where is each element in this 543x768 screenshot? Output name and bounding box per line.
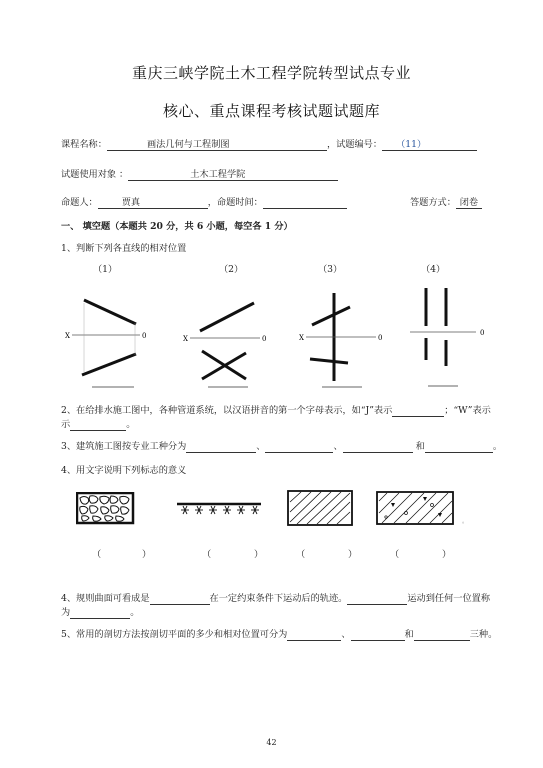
page-number: 42	[266, 738, 277, 747]
question-4a: 4、用文字说明下列标志的意义	[61, 465, 187, 476]
mode-value: 闭卷	[456, 194, 482, 209]
projection-figure-1	[62, 283, 162, 393]
axis-x-label: X	[65, 332, 70, 340]
q4b-text-1: 4、规则曲面可看成是	[61, 593, 150, 604]
q2-text-1: 2、在给排水施工图中，各种管道系统，以汉语拼音的第一个字母表示，如“J”表示	[61, 405, 393, 416]
axis-o-label: 0	[262, 335, 267, 343]
q2-text-3: 示	[61, 419, 71, 430]
q3-blank-1[interactable]	[186, 441, 256, 453]
exam-no-value: （11）	[382, 136, 477, 151]
author-line	[61, 194, 347, 209]
q4b-blank-3[interactable]	[70, 607, 130, 619]
figure-label-1: （1）	[93, 264, 118, 275]
author-label: 命题人：	[61, 197, 98, 208]
mode-line	[410, 194, 482, 209]
q5-end: 三种。	[469, 629, 498, 640]
stone-masonry-symbol	[76, 492, 136, 526]
exam-no-label: ，试题编号：	[326, 139, 383, 150]
q4b-text-3: 运动到任何一位置称	[407, 593, 491, 604]
q3-blank-4[interactable]	[425, 441, 493, 453]
q4b-text-2: 在一定约束条件下运动后的轨迹。	[209, 593, 348, 604]
figure-label-2: （2）	[219, 264, 244, 275]
target-label: 试题使用对象 ：	[61, 169, 129, 180]
q3-and: 和	[415, 441, 425, 452]
svg-text:。: 。	[462, 518, 469, 525]
paren-close-4: ）	[442, 549, 452, 560]
figure-label-3: （3）	[318, 264, 343, 275]
brick-symbol	[287, 490, 355, 528]
question-2-cont	[61, 416, 135, 431]
q3-text-1: 3、建筑施工图按专业工种分为	[61, 441, 187, 452]
author-value: 贾真	[98, 194, 208, 209]
q3-sep-2: 、	[333, 441, 343, 452]
q4b-blank-2[interactable]	[347, 593, 407, 605]
course-value: 画法几何与工程制图	[107, 136, 327, 151]
mode-label: 答题方式：	[410, 197, 456, 208]
projection-figure-3	[296, 283, 396, 393]
question-5	[61, 626, 497, 641]
q4b-end: 。	[130, 607, 140, 618]
q2-blank-1[interactable]	[392, 405, 444, 417]
q5-blank-3[interactable]	[414, 629, 470, 641]
paren-open-3: （	[296, 549, 306, 560]
axis-x-label: X	[299, 334, 304, 342]
q2-text-2: ；“W”表示	[444, 405, 491, 416]
q3-blank-3[interactable]	[343, 441, 413, 453]
paren-close-1: ）	[142, 549, 152, 560]
projection-figure-4	[400, 280, 510, 392]
concrete-symbol	[376, 491, 472, 527]
question-4b-cont	[61, 604, 139, 619]
projection-figure-2	[180, 283, 280, 393]
natural-soil-symbol	[175, 500, 265, 520]
course-line	[61, 136, 477, 151]
question-2	[61, 402, 491, 417]
q5-blank-2[interactable]	[351, 629, 405, 641]
target-line	[61, 166, 338, 181]
q5-blank-1[interactable]	[287, 629, 341, 641]
target-value: 土木工程学院	[128, 166, 338, 181]
q4b-blank-1[interactable]	[150, 593, 210, 605]
axis-x-label: X	[183, 335, 188, 343]
figure-label-4: （4）	[421, 264, 446, 275]
q5-sep: 、	[341, 629, 351, 640]
question-1: 1、判断下列各直线的相对位置	[61, 243, 187, 254]
paren-close-2: ）	[254, 549, 264, 560]
question-3	[61, 438, 502, 453]
page-title: 重庆三峡学院土木工程学院转型试点专业	[131, 64, 411, 82]
q2-blank-2[interactable]	[70, 419, 126, 431]
q4b-text-4: 为	[61, 607, 71, 618]
axis-o-label: 0	[378, 334, 383, 342]
paren-close-3: ）	[348, 549, 358, 560]
section-heading: 一、 填空题（本题共 20 分，共 6 小题，每空各 1 分）	[61, 221, 293, 232]
q3-blank-2[interactable]	[265, 441, 333, 453]
q3-sep-1: 、	[256, 441, 266, 452]
q2-end: 。	[126, 419, 136, 430]
page-subtitle: 核心、重点课程考核试题试题库	[162, 102, 380, 120]
time-label: ，命题时间：	[207, 197, 263, 208]
axis-o-label: 0	[480, 329, 485, 337]
time-value	[263, 197, 347, 209]
q5-text-1: 5、常用的剖切方法按剖切平面的多少和相对位置可分为	[61, 629, 288, 640]
q3-end: 。	[492, 441, 503, 452]
q5-and: 和	[404, 629, 414, 640]
paren-open-1: （	[92, 549, 102, 560]
paren-open-4: （	[390, 549, 400, 560]
question-4b	[61, 590, 490, 605]
axis-o-label: 0	[142, 332, 147, 340]
course-label: 课程名称：	[61, 139, 107, 150]
paren-open-2: （	[202, 549, 212, 560]
